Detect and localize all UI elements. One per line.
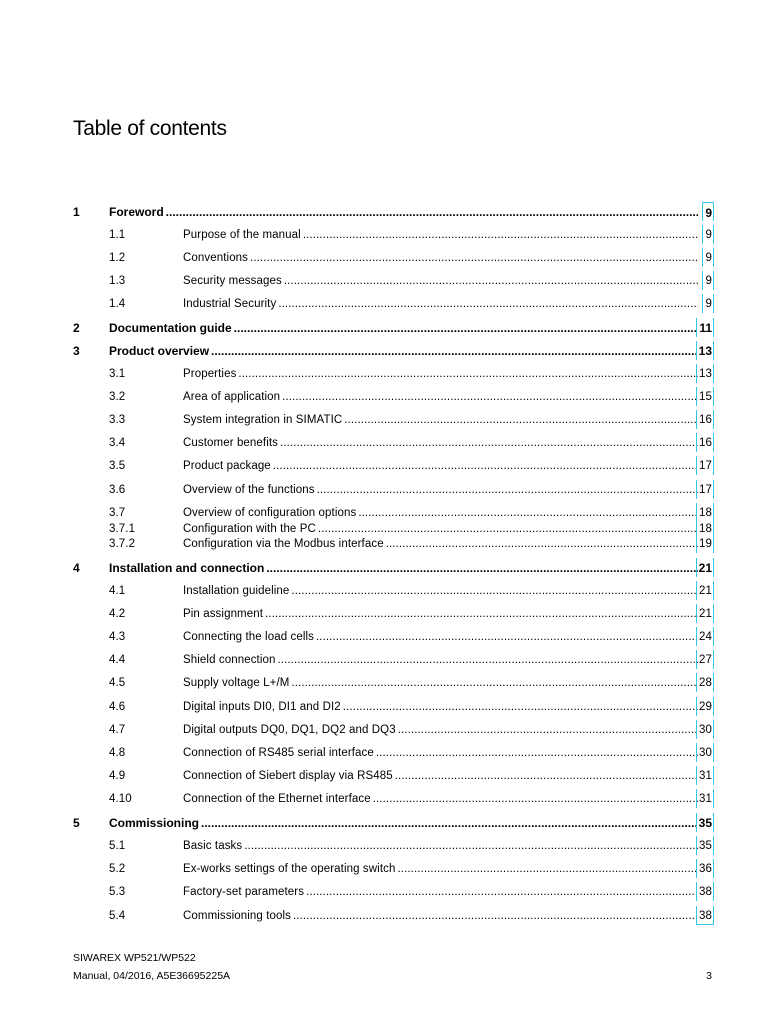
toc-entry-number: 4.9 <box>109 770 126 782</box>
toc-dot-leader <box>238 367 698 382</box>
toc-entry[interactable] <box>0 862 768 877</box>
toc-entry-number: 3.3 <box>109 414 126 426</box>
toc-entry-number: 1 <box>73 205 80 219</box>
toc-entry[interactable] <box>0 274 768 289</box>
toc-entry-number: 3.5 <box>109 460 126 472</box>
toc-entry-title[interactable]: Connection of the Ethernet interface <box>183 793 371 805</box>
toc-dot-leader <box>395 769 698 784</box>
toc-entry[interactable] <box>0 251 768 266</box>
toc-entry-title[interactable]: Industrial Security <box>183 298 277 310</box>
toc-page-link[interactable]: 21 <box>696 581 714 600</box>
toc-entry-title[interactable]: Commissioning <box>109 816 200 830</box>
toc-page-link[interactable]: 17 <box>696 456 714 475</box>
toc-dot-leader <box>284 274 698 289</box>
toc-dot-leader <box>273 459 698 474</box>
toc-entry-title[interactable]: Configuration via the Modbus interface <box>183 538 384 550</box>
toc-page-link[interactable]: 9 <box>702 225 714 244</box>
toc-page-link[interactable]: 17 <box>696 480 714 499</box>
toc-page-link[interactable]: 15 <box>696 387 714 406</box>
toc-entry-title[interactable]: Ex-works settings of the operating switch <box>183 863 396 875</box>
toc-entry-title[interactable]: Area of application <box>183 391 281 403</box>
toc-entry-number: 4.3 <box>109 631 126 643</box>
page-title: Table of contents <box>73 117 227 140</box>
toc-page-link[interactable]: 24 <box>696 627 714 646</box>
toc-page-link[interactable]: 13 <box>696 364 714 383</box>
toc-page-link[interactable]: 9 <box>702 248 714 267</box>
toc-entry-title[interactable]: Installation guideline <box>183 585 290 597</box>
toc-entry[interactable] <box>0 584 768 599</box>
toc-entry-number: 1.1 <box>109 229 126 241</box>
toc-dot-leader <box>316 630 698 645</box>
toc-entry[interactable] <box>0 676 768 691</box>
toc-page-link[interactable]: 30 <box>696 743 714 762</box>
toc-dot-leader <box>278 297 698 312</box>
toc-entry-number: 5.2 <box>109 863 126 875</box>
toc-dot-leader <box>265 607 698 622</box>
toc-entry-number: 4.4 <box>109 654 126 666</box>
toc-entry[interactable] <box>0 506 768 521</box>
toc-entry-title[interactable]: Overview of the functions <box>183 484 315 496</box>
toc-entry-title[interactable]: Security messages <box>183 275 282 287</box>
toc-entry[interactable] <box>0 205 768 220</box>
toc-entry[interactable] <box>0 537 768 552</box>
toc-page-link[interactable]: 18 <box>696 503 714 522</box>
toc-entry[interactable] <box>0 483 768 498</box>
toc-page-link[interactable]: 16 <box>696 410 714 429</box>
toc-entry-title[interactable]: Customer benefits <box>183 437 279 449</box>
toc-page-link[interactable]: 27 <box>696 650 714 669</box>
toc-dot-leader <box>373 792 698 807</box>
toc-entry[interactable] <box>0 839 768 854</box>
toc-entry-number: 4 <box>73 561 80 575</box>
toc-entry-number: 4.6 <box>109 701 126 713</box>
toc-entry-number: 4.2 <box>109 608 126 620</box>
toc-entry-title[interactable]: Product overview <box>109 344 210 358</box>
toc-entry[interactable] <box>0 413 768 428</box>
toc-entry-title[interactable]: Shield connection <box>183 654 276 666</box>
toc-dot-leader <box>398 723 698 738</box>
page-number: 3 <box>706 970 712 982</box>
toc-entry-number: 3.7 <box>109 507 126 519</box>
toc-entry-number: 3.7.2 <box>109 538 136 550</box>
toc-dot-leader <box>244 839 698 854</box>
toc-entry[interactable] <box>0 723 768 738</box>
toc-dot-leader <box>343 700 698 715</box>
toc-entry-number: 1.2 <box>109 252 126 264</box>
toc-entry-number: 1.4 <box>109 298 126 310</box>
toc-dot-leader <box>211 344 698 359</box>
toc-entry-title[interactable]: Digital outputs DQ0, DQ1, DQ2 and DQ3 <box>183 724 396 736</box>
toc-page-link[interactable]: 13 <box>696 341 714 360</box>
toc-entry-title[interactable]: Foreword <box>109 205 164 219</box>
toc-dot-leader <box>291 676 698 691</box>
toc-entry[interactable] <box>0 700 768 715</box>
toc-dot-leader <box>266 561 698 576</box>
toc-entry-title[interactable]: Configuration with the PC <box>183 523 316 535</box>
toc-entry-number: 3.6 <box>109 484 126 496</box>
toc-page-link[interactable]: 31 <box>696 789 714 808</box>
toc-entry-number: 5 <box>73 816 80 830</box>
toc-page-link[interactable]: 21 <box>696 604 714 623</box>
toc-entry-number: 1.3 <box>109 275 126 287</box>
toc-entry[interactable] <box>0 436 768 451</box>
toc-dot-leader <box>166 205 698 220</box>
toc-page-link[interactable]: 36 <box>696 859 714 878</box>
toc-entry[interactable] <box>0 321 768 336</box>
toc-entry[interactable] <box>0 390 768 405</box>
toc-entry-title[interactable]: Purpose of the manual <box>183 229 301 241</box>
toc-entry-title[interactable]: Pin assignment <box>183 608 264 620</box>
toc-dot-leader <box>344 413 698 428</box>
toc-entry-number: 4.8 <box>109 747 126 759</box>
toc-dot-leader <box>280 436 698 451</box>
toc-dot-leader <box>317 483 698 498</box>
toc-page-link[interactable]: 38 <box>696 906 714 925</box>
toc-entry-title[interactable]: Installation and connection <box>109 561 265 575</box>
toc-entry-number: 5.4 <box>109 910 126 922</box>
toc-page-link[interactable]: 9 <box>702 202 714 221</box>
toc-entry[interactable] <box>0 228 768 243</box>
footer-manual-info: Manual, 04/2016, A5E36695225A <box>73 970 231 982</box>
toc-entry[interactable] <box>0 344 768 359</box>
toc-page-link[interactable]: 9 <box>702 271 714 290</box>
toc-page-link[interactable]: 16 <box>696 433 714 452</box>
toc-dot-leader <box>306 885 698 900</box>
footer-product: SIWAREX WP521/WP522 <box>73 952 196 964</box>
toc-entry-title[interactable]: Commissioning tools <box>183 910 291 922</box>
toc-dot-leader <box>250 251 698 266</box>
toc-dot-leader <box>358 506 698 521</box>
toc-entry-number: 3.2 <box>109 391 126 403</box>
toc-entry-number: 5.1 <box>109 840 126 852</box>
toc-entry-title[interactable]: Connection of RS485 serial interface <box>183 747 374 759</box>
toc-page-link[interactable]: 28 <box>696 673 714 692</box>
toc-page-link[interactable]: 11 <box>696 318 714 337</box>
toc-entry[interactable] <box>0 607 768 622</box>
toc-page-link[interactable]: 35 <box>696 836 714 855</box>
toc-entry-number: 3.7.1 <box>109 523 136 535</box>
toc-entry-title[interactable]: Documentation guide <box>109 321 232 335</box>
toc-entry[interactable] <box>0 909 768 924</box>
toc-dot-leader <box>201 816 698 831</box>
toc-entry[interactable] <box>0 297 768 312</box>
toc-page-link[interactable]: 9 <box>702 294 714 313</box>
toc-entry-number: 3 <box>73 344 80 358</box>
toc-dot-leader <box>376 746 698 761</box>
toc-dot-leader <box>282 390 698 405</box>
toc-entry[interactable] <box>0 522 768 537</box>
toc-page-link[interactable]: 31 <box>696 766 714 785</box>
toc-page-link[interactable]: 18 <box>696 519 714 538</box>
toc-entry-title[interactable]: System integration in SIMATIC <box>183 414 343 426</box>
toc-entry-title[interactable]: Product package <box>183 460 271 472</box>
toc-page-link[interactable]: 21 <box>696 558 714 577</box>
toc-dot-leader <box>303 228 698 243</box>
toc-entry-number: 4.10 <box>109 793 132 805</box>
toc-entry-title[interactable]: Supply voltage L+/M <box>183 677 290 689</box>
toc-entry[interactable] <box>0 630 768 645</box>
toc-dot-leader <box>293 909 698 924</box>
toc-entry[interactable] <box>0 816 768 831</box>
toc-dot-leader <box>278 653 699 668</box>
toc-entry-title[interactable]: Digital inputs DI0, DI1 and DI2 <box>183 701 341 713</box>
toc-entry-number: 4.5 <box>109 677 126 689</box>
toc-dot-leader <box>234 321 698 336</box>
toc-page-link[interactable]: 38 <box>696 882 714 901</box>
toc-entry[interactable] <box>0 561 768 576</box>
toc-entry-number: 5.3 <box>109 886 126 898</box>
toc-page-link[interactable]: 29 <box>696 697 714 716</box>
toc-page-link[interactable]: 30 <box>696 720 714 739</box>
toc-entry-number: 4.7 <box>109 724 126 736</box>
toc-entry-number: 3.1 <box>109 368 126 380</box>
toc-entry-title[interactable]: Connecting the load cells <box>183 631 314 643</box>
toc-entry-number: 3.4 <box>109 437 126 449</box>
toc-entry-number: 4.1 <box>109 585 126 597</box>
toc-entry-title[interactable]: Overview of configuration options <box>183 507 357 519</box>
toc-entry-title[interactable]: Factory-set parameters <box>183 886 305 898</box>
toc-dot-leader <box>291 584 698 599</box>
toc-entry-title[interactable]: Conventions <box>183 252 249 264</box>
toc-entry-title[interactable]: Connection of Siebert display via RS485 <box>183 770 393 782</box>
toc-entry-number: 2 <box>73 321 80 335</box>
toc-entry[interactable] <box>0 653 768 668</box>
toc-dot-leader <box>397 862 698 877</box>
toc-entry[interactable] <box>0 885 768 900</box>
toc-entry[interactable] <box>0 459 768 474</box>
toc-dot-leader <box>386 537 698 552</box>
toc-entry[interactable] <box>0 792 768 807</box>
toc-dot-leader <box>318 522 698 537</box>
toc-entry-title[interactable]: Properties <box>183 368 237 380</box>
toc-entry-title[interactable]: Basic tasks <box>183 840 243 852</box>
toc-entry[interactable] <box>0 746 768 761</box>
toc-page-link[interactable]: 35 <box>696 813 714 832</box>
toc-entry[interactable] <box>0 769 768 784</box>
toc-entry[interactable] <box>0 367 768 382</box>
toc-page-link[interactable]: 19 <box>696 534 714 553</box>
